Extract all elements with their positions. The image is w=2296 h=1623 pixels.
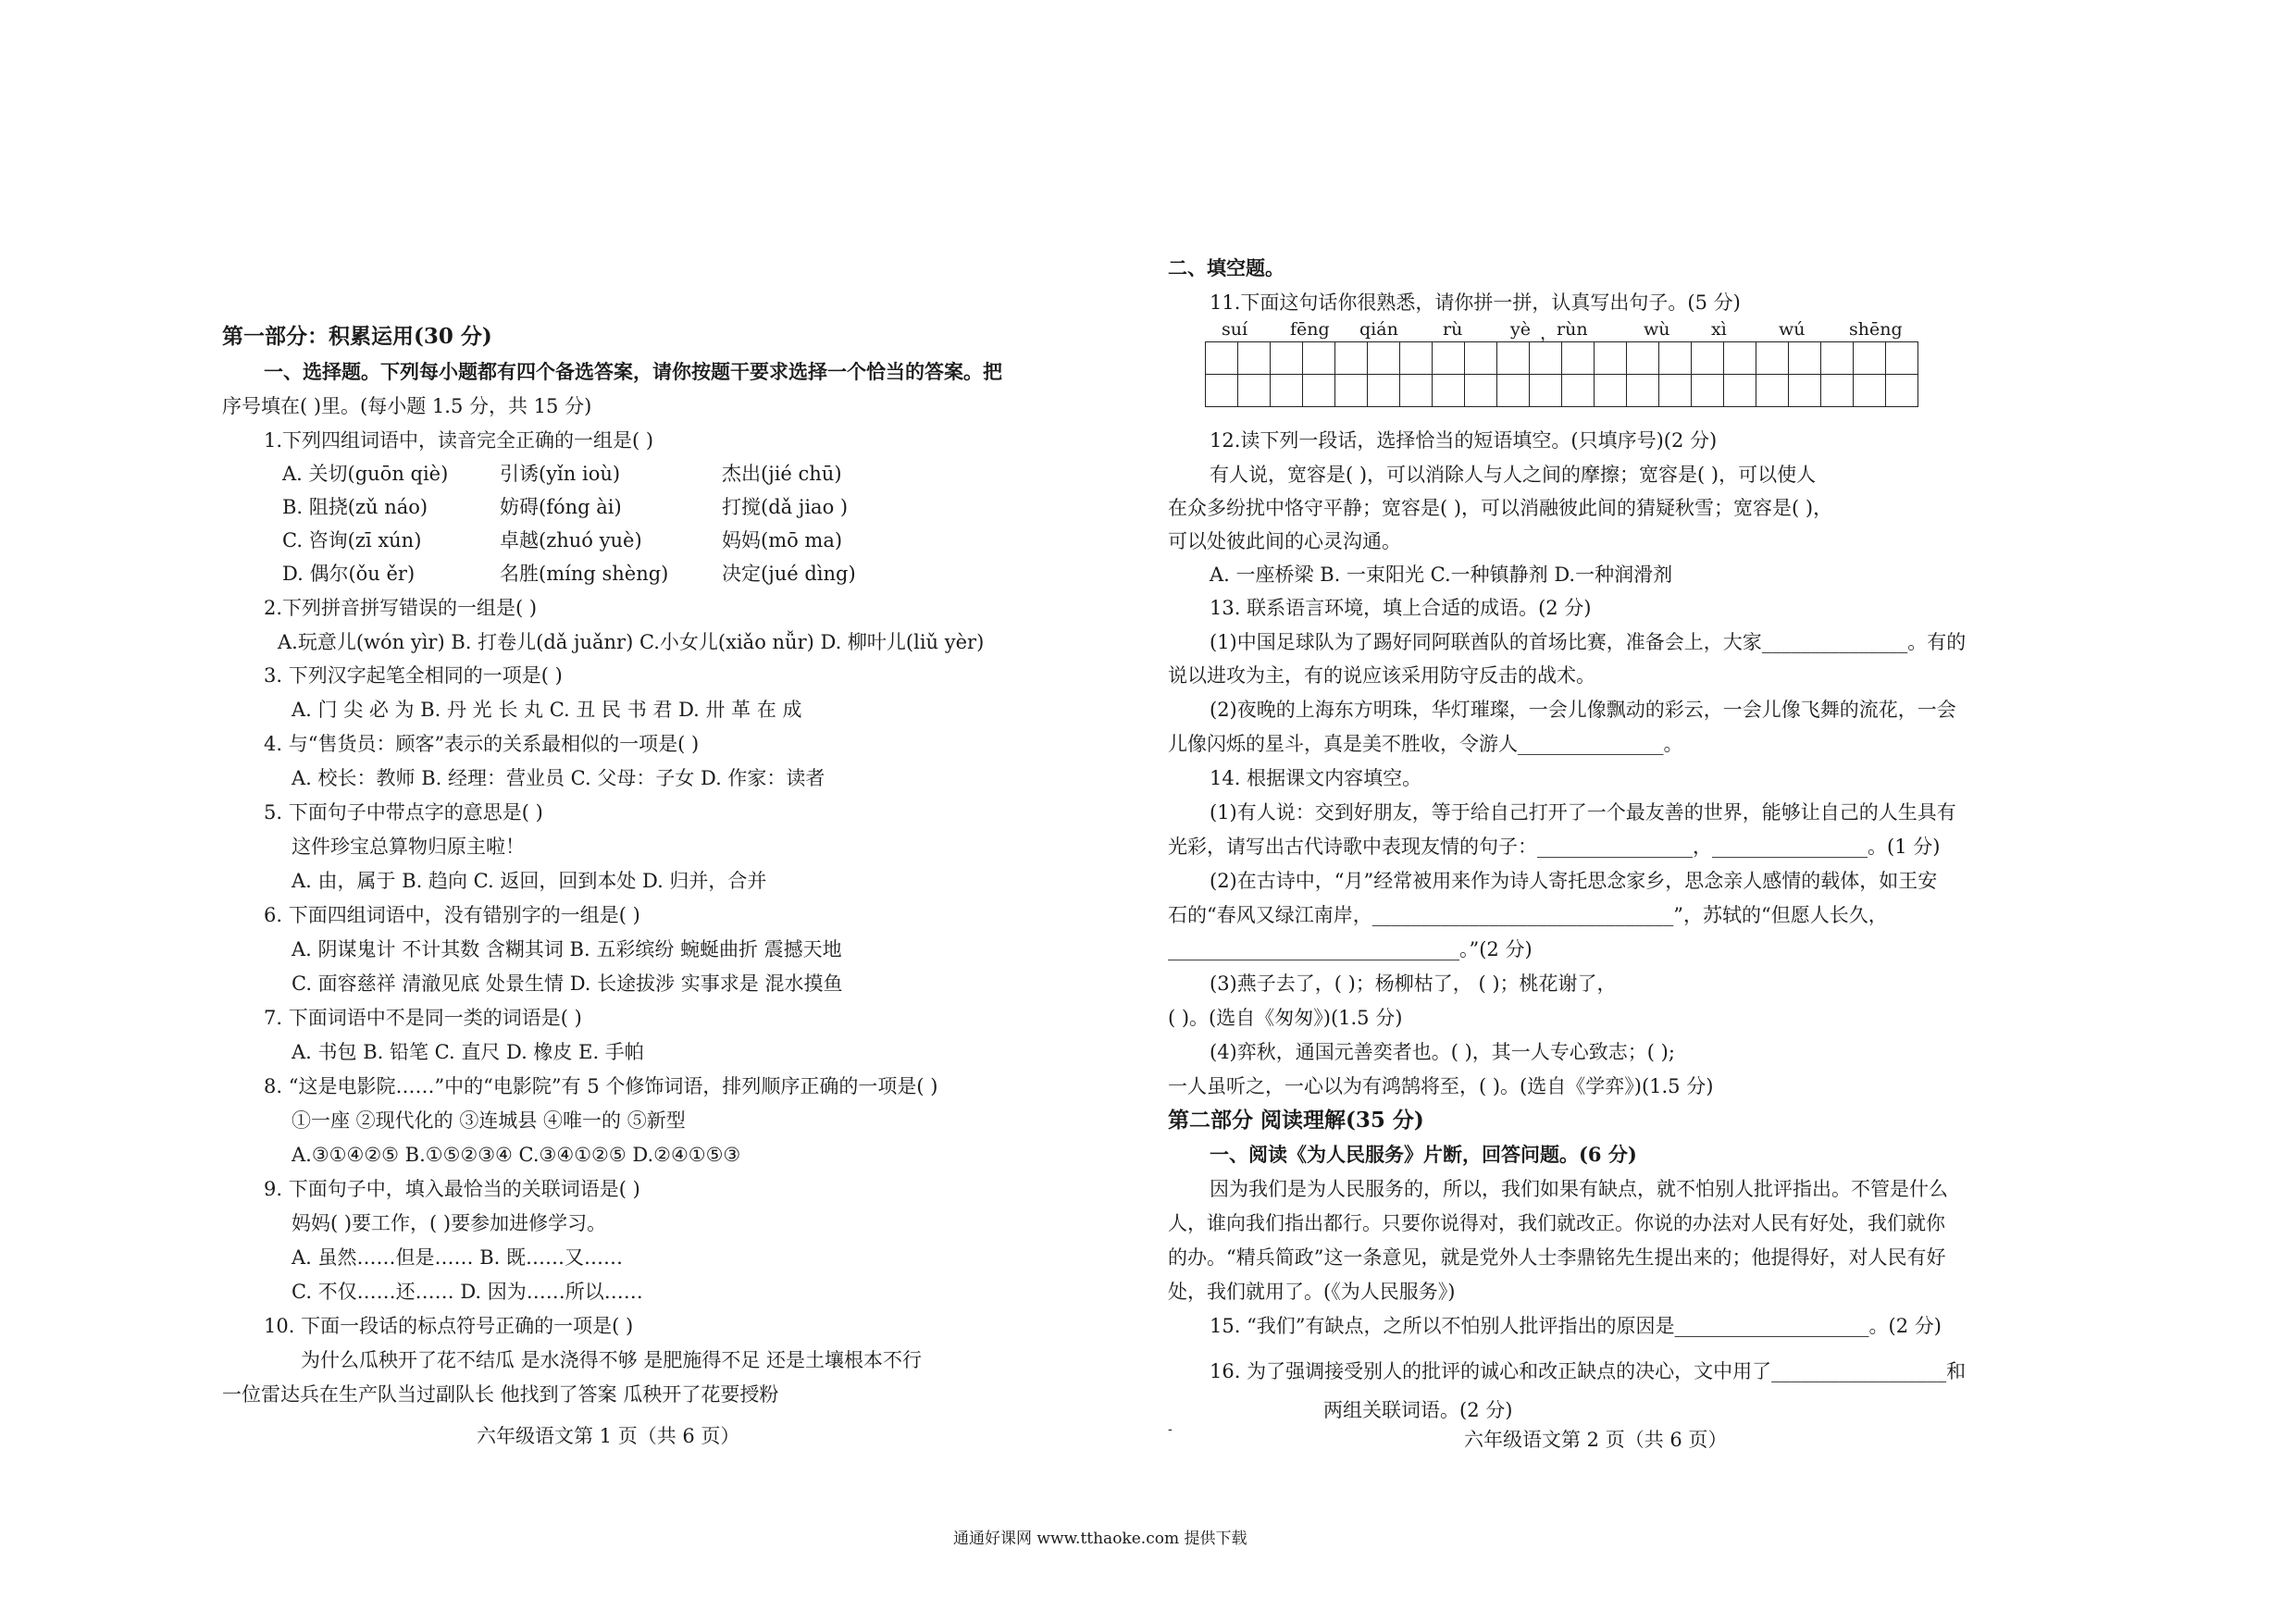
q8-options: A.③①④②⑤ B.①⑤②③④ C.③④①②⑤ D.②④①⑤③: [292, 1144, 741, 1166]
grid-cell[interactable]: [1854, 342, 1886, 375]
grid-cell[interactable]: [1756, 342, 1789, 375]
site-footer[interactable]: 通通好课网 www.tthaoke.com 提供下载: [953, 1530, 1247, 1548]
page-1-footer: 六年级语文第 1 页（共 6 页）: [477, 1425, 740, 1447]
q13-item2-line1: (2)夜晚的上海东方明珠，华灯璀璨，一会儿像飘动的彩云，一会儿像飞舞的流花，一会: [1210, 699, 1956, 721]
q1-option-d1: D. 偶尔(ǒu ěr): [282, 563, 416, 585]
grid-cell[interactable]: [1789, 375, 1821, 407]
reading-section-title: 一、阅读《为人民服务》片断，回答问题。(6 分): [1210, 1143, 1637, 1166]
grid-cell[interactable]: [1692, 375, 1724, 407]
grid-cell[interactable]: [1465, 342, 1497, 375]
grid-cell[interactable]: [1562, 375, 1595, 407]
grid-cell[interactable]: [1659, 342, 1692, 375]
part2-title: 第二部分 阅读理解(35 分): [1168, 1108, 1424, 1133]
question-15: 15. “我们”有缺点，之所以不怕别人批评指出的原因是____________________。(2 分): [1210, 1315, 1942, 1337]
q13-item2-line2: 儿像闪烁的星斗，真是美不胜收，令游人_______________。: [1168, 733, 1683, 755]
q14-item2-line1: (2)在古诗中，“月”经常被用来作为诗人寄托思念家乡，思念亲人感情的载体，如王安: [1210, 870, 1938, 892]
grid-cell[interactable]: [1854, 375, 1886, 407]
q1-option-a1: A. 关切(guōn qiè): [282, 463, 449, 485]
question-1: 1.下列四组词语中，读音完全正确的一组是( ): [264, 429, 654, 452]
reading-passage-line4: 处，我们就用了。(《为人民服务》): [1168, 1281, 1456, 1303]
q12-paragraph-1: 有人说，宽容是( )，可以消除人与人之间的摩擦；宽容是( )，可以使人: [1210, 464, 1817, 486]
pinyin-syllable: rù: [1443, 319, 1463, 340]
grid-cell[interactable]: [1659, 375, 1692, 407]
grid-cell[interactable]: [1335, 375, 1368, 407]
q4-options: A. 校长：教师 B. 经理：营业员 C. 父母：子女 D. 作家：读者: [292, 767, 825, 789]
q1-option-c2: 卓越(zhuó yuè): [500, 529, 642, 551]
q12-paragraph-2: 在众多纷扰中恪守平静；宽容是( )，可以消融彼此间的猜疑秋雪；宽容是( )，: [1168, 497, 1833, 519]
pinyin-syllable: wú: [1779, 319, 1806, 340]
grid-cell[interactable]: [1724, 342, 1756, 375]
q14-item1-line1: (1)有人说：交到好朋友，等于给自己打开了一个最友善的世界，能够让自己的人生具有: [1210, 801, 1956, 824]
pinyin-syllable: qián: [1359, 319, 1398, 340]
grid-cell[interactable]: [1400, 375, 1433, 407]
question-6: 6. 下面四组词语中，没有错别字的一组是( ): [264, 904, 640, 926]
question-2: 2.下列拼音拼写错误的一组是( ): [264, 597, 538, 619]
grid-cell[interactable]: [1821, 342, 1854, 375]
grid-cell[interactable]: [1238, 375, 1271, 407]
pinyin-syllable: rùn: [1557, 319, 1588, 340]
grid-cell[interactable]: [1497, 375, 1530, 407]
question-13: 13. 联系语言环境，填上合适的成语。(2 分): [1210, 597, 1592, 619]
grid-cell[interactable]: [1433, 342, 1465, 375]
q1-option-c3: 妈妈(mō ma): [722, 529, 843, 551]
q1-option-c1: C. 咨询(zī xún): [282, 529, 422, 551]
q14-item4-line2: 一人虽听之，一心以为有鸿鹄将至，( )。(选自《学弈》)(1.5 分): [1168, 1075, 1714, 1097]
pinyin-syllable: suí: [1222, 319, 1248, 340]
grid-cell[interactable]: [1627, 375, 1659, 407]
q14-item4-line1: (4)弈秋，通国元善奕者也。( )，其一人专心致志；( );: [1210, 1041, 1675, 1063]
q9-options-ab: A. 虽然……但是…… B. 既……又……: [292, 1246, 623, 1269]
question-5: 5. 下面句子中带点字的意思是( ): [264, 801, 543, 824]
grid-cell[interactable]: [1400, 342, 1433, 375]
grid-cell[interactable]: [1271, 375, 1303, 407]
q9-sentence: 妈妈( )要工作，( )要参加进修学习。: [292, 1212, 607, 1234]
grid-cell[interactable]: [1206, 375, 1238, 407]
grid-cell[interactable]: [1368, 342, 1400, 375]
grid-cell[interactable]: [1595, 375, 1627, 407]
question-8: 8. “这是电影院……”中的“电影院”有 5 个修饰词语，排列顺序正确的一项是( ): [264, 1075, 938, 1097]
q10-line2: 一位雷达兵在生产队当过副队长 他找到了答案 瓜秧开了花要授粉: [222, 1383, 779, 1406]
question-10: 10. 下面一段话的标点符号正确的一项是( ): [264, 1315, 634, 1337]
q13-item1-line1: (1)中国足球队为了踢好同阿联酋队的首场比赛，准备会上，大家_______________。有的: [1210, 631, 1967, 653]
q3-options: A. 门 尖 必 为 B. 丹 光 长 丸 C. 丑 民 书 君 D. 卅 革 在 成: [292, 699, 802, 721]
pinyin-syllable: yè: [1510, 319, 1531, 340]
reading-passage-line2: 人，谁向我们指出都行。只要你说得对，我们就改正。你说的办法对人民有好处，我们就你: [1168, 1212, 1945, 1234]
q9-options-cd: C. 不仅……还…… D. 因为……所以……: [292, 1281, 643, 1303]
q1-option-d3: 决定(jué dìng): [722, 563, 856, 585]
q1-option-a2: 引诱(yǐn ioù): [500, 463, 621, 485]
q1-option-b3: 打搅(dǎ jiao ): [722, 496, 849, 518]
question-4: 4. 与“售货员：顾客”表示的关系最相似的一项是( ): [264, 733, 700, 755]
grid-cell[interactable]: [1368, 375, 1400, 407]
part1-title: 第一部分：积累运用(30 分): [222, 324, 492, 349]
q13-item1-line2: 说以进攻为主，有的说应该采用防守反击的战术。: [1168, 664, 1595, 687]
q7-options: A. 书包 B. 铅笔 C. 直尺 D. 橡皮 E. 手帕: [292, 1041, 644, 1063]
question-11: 11.下面这句话你很熟悉，请你拼一拼，认真写出句子。(5 分): [1210, 291, 1741, 314]
q8-words: ①一座 ②现代化的 ③连城县 ④唯一的 ⑤新型: [292, 1109, 686, 1132]
page-2-footer: 六年级语文第 2 页（共 6 页）: [1464, 1429, 1728, 1451]
q2-options: A.玩意儿(wón yìr) B. 打卷儿(dǎ juǎnr) C.小女儿(xiǎo nǚr) D. 柳叶儿(liǔ yèr): [278, 631, 985, 653]
question-9: 9. 下面句子中，填入最恰当的关联词语是( ): [264, 1178, 640, 1200]
q1-option-b2: 妨碍(fóng ài): [500, 496, 622, 518]
q1-option-d2: 名胜(míng shèng): [500, 563, 669, 585]
question-7: 7. 下面词语中不是同一类的词语是( ): [264, 1007, 582, 1029]
grid-cell[interactable]: [1335, 342, 1368, 375]
section1-line1: 一、选择题。下列每小题都有四个备选答案，请你按题干要求选择一个恰当的答案。把: [264, 360, 1002, 383]
q12-options: A. 一座桥梁 B. 一束阳光 C.一种镇静剂 D.一种润滑剂: [1210, 564, 1673, 586]
q1-option-a3: 杰出(jié chū): [722, 463, 842, 485]
grid-cell[interactable]: [1497, 342, 1530, 375]
pinyin-syllable: wù: [1644, 319, 1670, 340]
pinyin-syllable: fēng: [1290, 319, 1330, 340]
pinyin-syllable: xì: [1711, 319, 1727, 340]
grid-cell[interactable]: [1692, 342, 1724, 375]
grid-cell[interactable]: [1530, 342, 1562, 375]
grid-cell[interactable]: [1756, 375, 1789, 407]
character-grid: [1205, 341, 1918, 407]
question-3: 3. 下列汉字起笔全相同的一项是( ): [264, 664, 563, 687]
q14-item2-line3: ______________________________。”(2 分): [1168, 938, 1533, 960]
grid-cell[interactable]: [1886, 375, 1918, 407]
stray-mark: -: [1168, 1422, 1173, 1437]
grid-cell[interactable]: [1303, 342, 1335, 375]
reading-passage-line1: 因为我们是为人民服务的，所以，我们如果有缺点，就不怕别人批评指出。不管是什么: [1210, 1178, 1948, 1200]
grid-cell[interactable]: [1433, 375, 1465, 407]
question-16: 16. 为了强调接受别人的批评的诚心和改正缺点的决心，文中用了__________________和: [1210, 1360, 1967, 1382]
question-16-line2: 两组关联词语。(2 分): [1323, 1399, 1513, 1421]
grid-cell[interactable]: [1789, 342, 1821, 375]
section1-line2: 序号填在( )里。(每小题 1.5 分，共 15 分): [222, 395, 592, 417]
grid-cell[interactable]: [1271, 342, 1303, 375]
q14-item3-line2: ( )。(选自《匆匆》)(1.5 分): [1168, 1007, 1403, 1029]
grid-cell[interactable]: [1530, 375, 1562, 407]
q14-item1-line2: 光彩，请写出古代诗歌中表现友情的句子：________________，________________。(1 分): [1168, 836, 1941, 858]
grid-cell[interactable]: [1595, 342, 1627, 375]
grid-cell[interactable]: [1562, 342, 1595, 375]
grid-cell[interactable]: [1724, 375, 1756, 407]
section2-title: 二、填空题。: [1168, 256, 1285, 279]
pinyin-row: [1205, 319, 1927, 341]
grid-cell[interactable]: [1238, 342, 1271, 375]
q14-item2-line2: 石的“春风又绿江南岸，_______________________________”，苏轼的“但愿人长久，: [1168, 904, 1888, 926]
reading-passage-line3: 的办。“精兵简政”这一条意见，就是党外人士李鼎铭先生提出来的；他提得好，对人民有好: [1168, 1246, 1946, 1269]
q14-item3-line1: (3)燕子去了，( )；杨柳枯了， ( )；桃花谢了，: [1210, 973, 1617, 995]
grid-cell[interactable]: [1886, 342, 1918, 375]
q5-sentence: 这件珍宝总算物归原主啦！: [292, 836, 525, 858]
pinyin-writing-grid: [1205, 319, 1927, 407]
q5-options: A. 由，属于 B. 趋向 C. 返回，回到本处 D. 归并，合并: [292, 870, 767, 892]
q6-options-row2: C. 面容慈祥 清澈见底 处景生情 D. 长途拔涉 实事求是 混水摸鱼: [292, 973, 843, 995]
pinyin-syllable: shēng: [1849, 319, 1903, 340]
grid-cell[interactable]: [1821, 375, 1854, 407]
q6-options-row1: A. 阴谋鬼计 不计其数 含糊其词 B. 五彩缤纷 蜿蜒曲折 震撼天地: [292, 938, 842, 960]
q10-line1: 为什么瓜秧开了花不结瓜 是水浇得不够 是肥施得不足 还是土壤根本不行: [301, 1349, 923, 1371]
q12-paragraph-3: 可以处彼此间的心灵沟通。: [1168, 530, 1401, 552]
grid-cell[interactable]: [1303, 375, 1335, 407]
pinyin-comma: ，: [1540, 323, 1558, 343]
question-14: 14. 根据课文内容填空。: [1210, 767, 1422, 789]
grid-cell[interactable]: [1206, 342, 1238, 375]
grid-cell[interactable]: [1465, 375, 1497, 407]
grid-cell[interactable]: [1627, 342, 1659, 375]
question-12: 12.读下列一段话，选择恰当的短语填空。(只填序号)(2 分): [1210, 429, 1718, 452]
q1-option-b1: B. 阻挠(zǔ náo): [282, 496, 428, 518]
